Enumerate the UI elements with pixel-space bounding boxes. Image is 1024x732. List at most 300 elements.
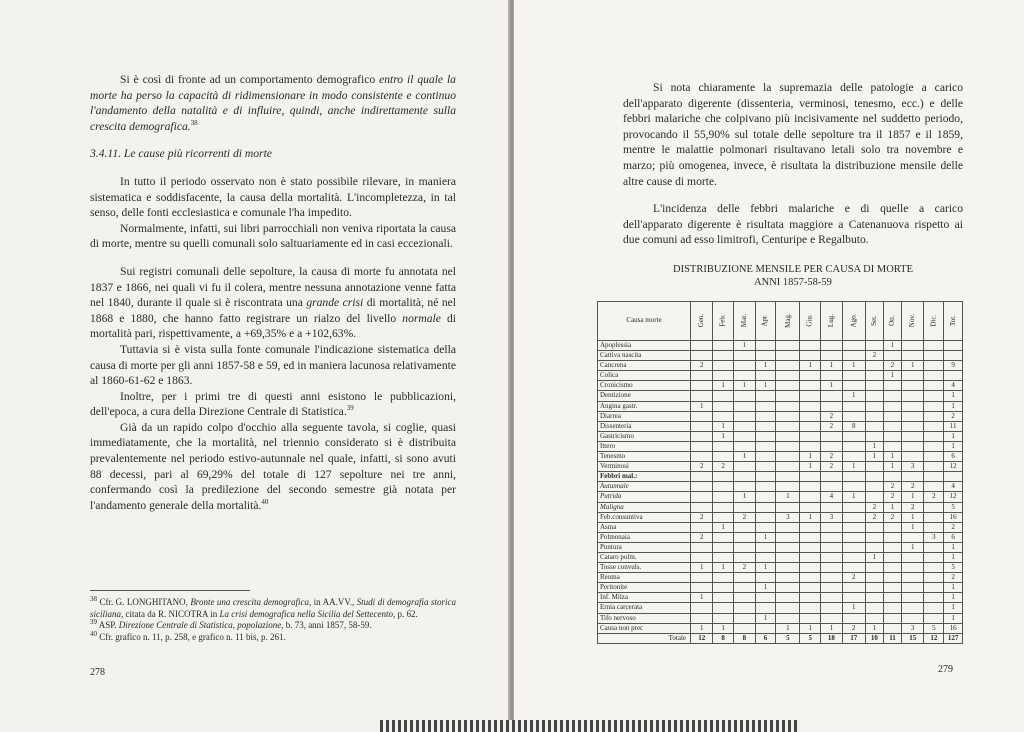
value-cell — [842, 452, 865, 462]
value-cell: 2 — [865, 512, 883, 522]
cause-cell: Tosse convuls. — [598, 563, 691, 573]
value-cell — [924, 542, 944, 552]
value-cell — [924, 351, 944, 361]
value-cell — [902, 603, 924, 613]
value-cell — [691, 431, 713, 441]
value-cell — [902, 552, 924, 562]
value-cell: 1 — [842, 492, 865, 502]
value-cell: 1 — [800, 623, 821, 633]
value-cell — [755, 351, 776, 361]
value-cell — [691, 502, 713, 512]
value-cell: 1 — [902, 492, 924, 502]
value-cell — [842, 401, 865, 411]
value-cell — [902, 613, 924, 623]
value-cell: 3 — [776, 512, 800, 522]
value-cell — [821, 401, 843, 411]
value-cell: 2 — [865, 502, 883, 512]
value-cell — [865, 462, 883, 472]
value-cell: 1 — [713, 421, 734, 431]
value-cell — [865, 532, 883, 542]
value-cell — [944, 341, 963, 351]
value-cell — [800, 613, 821, 623]
value-cell — [883, 351, 901, 361]
value-cell — [924, 573, 944, 583]
value-cell: 1 — [865, 441, 883, 451]
value-cell — [842, 583, 865, 593]
value-cell — [865, 482, 883, 492]
value-cell — [902, 583, 924, 593]
value-cell — [821, 472, 843, 482]
value-cell: 2 — [713, 462, 734, 472]
paragraph-4: Sui registri comunali delle sepolture, la causa di morte fu annotata nel 1837 e 1866, nei quali vi fu il colera, mentre nessuna annotazione venne fatta nel 1840, durante il quale si è riscontrata una grande crisi di mortalità, né nel 1868 e 1880, che hanno fatto registrare un rialzo del livello normale di mortalità pari, rispettivamente, a +69,35% e a +102,63%. — [90, 264, 457, 341]
value-cell: 2 — [821, 411, 843, 421]
table-row — [598, 613, 963, 623]
value-cell: 2 — [865, 351, 883, 361]
value-cell — [733, 421, 755, 431]
value-cell: 2 — [902, 482, 924, 492]
cause-cell: Feb.consuntiva — [598, 512, 691, 522]
cause-cell: Autunnale — [598, 482, 691, 492]
value-cell: 12 — [691, 633, 713, 643]
value-cell — [776, 391, 800, 401]
value-cell — [755, 411, 776, 421]
table-row — [598, 361, 963, 371]
value-cell — [713, 341, 734, 351]
value-cell — [924, 502, 944, 512]
value-cell — [902, 452, 924, 462]
value-cell — [842, 341, 865, 351]
value-cell — [733, 603, 755, 613]
value-cell — [865, 573, 883, 583]
value-cell — [865, 341, 883, 351]
value-cell — [924, 371, 944, 381]
value-cell — [902, 421, 924, 431]
value-cell — [842, 482, 865, 492]
value-cell — [713, 391, 734, 401]
paragraph-6: Inoltre, per i primi tre di questi anni esistono le pubblicazioni, dell'epoca, a cura della Direzione Centrale di Statistica.$^{39}$ — [90, 389, 456, 419]
value-cell: 1 — [842, 361, 865, 371]
value-cell: 8 — [842, 421, 865, 431]
value-cell — [776, 472, 800, 482]
value-cell: 6 — [944, 532, 963, 542]
value-cell — [800, 381, 821, 391]
value-cell — [865, 542, 883, 552]
value-cell — [755, 462, 776, 472]
value-cell — [733, 351, 755, 361]
value-cell — [924, 431, 944, 441]
value-cell: 3 — [924, 532, 944, 542]
cause-cell: Angina gastr. — [598, 401, 691, 411]
value-cell — [800, 472, 821, 482]
value-cell — [821, 593, 843, 603]
table-row — [598, 462, 963, 472]
value-cell — [713, 371, 734, 381]
header-month: Ott. — [883, 302, 901, 341]
value-cell — [821, 563, 843, 573]
cause-cell: Peritonite — [598, 583, 691, 593]
value-cell — [776, 431, 800, 441]
value-cell: 3 — [902, 462, 924, 472]
table-row — [598, 563, 963, 573]
value-cell — [691, 351, 713, 361]
value-cell — [691, 421, 713, 431]
table-title — [623, 264, 963, 289]
header-month: Set. — [865, 302, 883, 341]
value-cell — [776, 421, 800, 431]
header-month: Gen. — [691, 302, 713, 341]
cause-cell: Causa non prec — [598, 623, 691, 633]
header-month: Feb. — [713, 302, 734, 341]
table-row — [598, 532, 963, 542]
value-cell — [842, 381, 865, 391]
value-cell: 4 — [944, 482, 963, 492]
value-cell — [755, 341, 776, 351]
value-cell — [865, 391, 883, 401]
value-cell: 1 — [944, 583, 963, 593]
table-row — [598, 593, 963, 603]
paragraph-7: Già da un rapido colpo d'occhio alla seguente tavola, si coglie, quasi immediatamente, che la mortalità, nel triennio considerato si è distribuita prevalentemente nel periodo estivo-autunnale nel quale, infatti, si sono avuti 88 decessi, pari al 69,29% del totale di 127 sepolture nei tre anni, confermando così la predilezione del secondo semestre già notata per l'andamento generale della mortalità.$^{40}$ — [90, 420, 456, 512]
value-cell — [842, 532, 865, 542]
value-cell: 2 — [944, 522, 963, 532]
value-cell — [883, 583, 901, 593]
value-cell — [776, 482, 800, 492]
value-cell — [800, 411, 821, 421]
value-cell — [713, 452, 734, 462]
value-cell — [800, 522, 821, 532]
value-cell — [800, 563, 821, 573]
value-cell — [902, 431, 924, 441]
value-cell: 2 — [883, 512, 901, 522]
value-cell — [865, 411, 883, 421]
value-cell: 1 — [733, 452, 755, 462]
value-cell: 1 — [776, 623, 800, 633]
value-cell — [755, 573, 776, 583]
value-cell — [733, 542, 755, 552]
value-cell — [924, 391, 944, 401]
table-row — [598, 573, 963, 583]
value-cell — [691, 542, 713, 552]
value-cell: 2 — [924, 492, 944, 502]
value-cell — [755, 421, 776, 431]
value-cell — [800, 583, 821, 593]
value-cell: 1 — [755, 613, 776, 623]
footnotes — [90, 590, 456, 643]
value-cell — [865, 563, 883, 573]
value-cell — [776, 411, 800, 421]
value-cell — [713, 361, 734, 371]
cause-cell: Asma — [598, 522, 691, 532]
value-cell: 1 — [865, 623, 883, 633]
value-cell — [776, 401, 800, 411]
value-cell — [733, 472, 755, 482]
value-cell — [842, 502, 865, 512]
value-cell: 1 — [800, 512, 821, 522]
value-cell — [924, 411, 944, 421]
value-cell: 1 — [902, 512, 924, 522]
value-cell — [924, 603, 944, 613]
value-cell — [755, 371, 776, 381]
paragraph-3: Normalmente, infatti, sui libri parrocchiali non veniva riportata la causa di morte, mentre su quelli comunali solo saltuariamente ed in casi eccezionali. — [90, 221, 456, 251]
value-cell — [713, 512, 734, 522]
value-cell — [924, 401, 944, 411]
value-cell — [800, 573, 821, 583]
value-cell — [713, 603, 734, 613]
value-cell — [733, 613, 755, 623]
value-cell — [924, 563, 944, 573]
table-title-line-2: ANNI 1857-58-59 — [754, 276, 832, 288]
value-cell: 1 — [733, 381, 755, 391]
value-cell — [755, 512, 776, 522]
cause-cell: Cronicismo — [598, 381, 691, 391]
value-cell — [755, 492, 776, 502]
paragraph-1: Si è così di fronte ad un comportamento demografico entro il quale la morte ha perso la capacità di ridimensionare in modo consistente e continuo l'andamento della natalità e di influire, quindi, anche indirettamente sulla crescita demografica.$^{38}$ — [90, 73, 456, 133]
value-cell — [924, 593, 944, 603]
value-cell — [924, 552, 944, 562]
footnote-38: $^{38}$ Cfr. G. LONGHITANO, Bronte una crescita demografica, in AA.VV., Studi di demografia storica siciliana, citata da R. NICOTRA in La crisi demografica nella Sicilia del Settecento, p. 62. — [90, 595, 456, 619]
value-cell: 127 — [944, 633, 963, 643]
value-cell — [776, 341, 800, 351]
footnote-39: $^{39}$ ASP. Direzione Centrale di Statistica, popolazione, b. 73, anni 1857, 58-59. — [90, 618, 372, 630]
value-cell — [924, 482, 944, 492]
value-cell — [842, 552, 865, 562]
value-cell — [776, 522, 800, 532]
value-cell — [755, 391, 776, 401]
value-cell — [865, 361, 883, 371]
page-number-right: 279 — [938, 664, 953, 675]
value-cell — [865, 421, 883, 431]
left-page-body — [90, 72, 456, 513]
cause-cell: Puntura — [598, 542, 691, 552]
value-cell — [776, 381, 800, 391]
value-cell: 5 — [800, 633, 821, 643]
value-cell — [865, 431, 883, 441]
cause-cell: Ittero — [598, 441, 691, 451]
value-cell — [713, 613, 734, 623]
value-cell — [821, 603, 843, 613]
table-row — [598, 411, 963, 421]
value-cell — [755, 472, 776, 482]
value-cell: 1 — [883, 462, 901, 472]
value-cell — [902, 391, 924, 401]
table-row — [598, 502, 963, 512]
value-cell — [821, 532, 843, 542]
value-cell: 4 — [821, 492, 843, 502]
value-cell — [883, 421, 901, 431]
value-cell — [755, 401, 776, 411]
table-row — [598, 421, 963, 431]
value-cell: 2 — [691, 361, 713, 371]
value-cell — [883, 613, 901, 623]
value-cell — [755, 623, 776, 633]
value-cell — [821, 522, 843, 532]
value-cell — [733, 522, 755, 532]
value-cell: 1 — [800, 462, 821, 472]
value-cell — [821, 341, 843, 351]
value-cell — [883, 411, 901, 421]
value-cell: 1 — [755, 563, 776, 573]
value-cell — [776, 441, 800, 451]
header-month: Nov. — [902, 302, 924, 341]
value-cell — [755, 452, 776, 462]
value-cell — [776, 542, 800, 552]
value-cell — [924, 472, 944, 482]
value-cell — [713, 401, 734, 411]
value-cell — [691, 452, 713, 462]
value-cell: 1 — [883, 341, 901, 351]
value-cell: 1 — [800, 452, 821, 462]
value-cell: 1 — [713, 522, 734, 532]
value-cell: 2 — [883, 361, 901, 371]
footnote-40: $^{40}$ Cfr. grafico n. 11, p. 258, e grafico n. 11 bis, p. 261. — [90, 629, 286, 642]
value-cell — [924, 361, 944, 371]
value-cell: 2 — [691, 462, 713, 472]
value-cell: 12 — [924, 633, 944, 643]
value-cell: 1 — [733, 341, 755, 351]
value-cell — [691, 613, 713, 623]
value-cell — [842, 563, 865, 573]
value-cell — [755, 441, 776, 451]
value-cell — [776, 573, 800, 583]
value-cell — [842, 542, 865, 552]
value-cell — [691, 391, 713, 401]
value-cell: 1 — [713, 431, 734, 441]
value-cell: 1 — [902, 542, 924, 552]
value-cell — [800, 532, 821, 542]
value-cell: 2 — [883, 492, 901, 502]
value-cell — [924, 421, 944, 431]
value-cell — [776, 552, 800, 562]
header-cause: Causa morte — [598, 302, 691, 341]
value-cell — [842, 522, 865, 532]
value-cell: 1 — [944, 613, 963, 623]
value-cell — [800, 603, 821, 613]
value-cell: 1 — [800, 361, 821, 371]
value-cell: 1 — [755, 381, 776, 391]
value-cell: 1 — [944, 593, 963, 603]
footnote-rule — [90, 590, 250, 591]
cause-cell: Ernia carcerata — [598, 603, 691, 613]
value-cell: 1 — [755, 361, 776, 371]
value-cell: 5 — [944, 502, 963, 512]
table-row — [598, 492, 963, 502]
value-cell — [733, 411, 755, 421]
value-cell — [713, 472, 734, 482]
scan-bottom-edge — [380, 720, 800, 732]
page-number-left: 278 — [90, 667, 105, 678]
value-cell — [755, 502, 776, 512]
value-cell — [713, 593, 734, 603]
table-row — [598, 371, 963, 381]
value-cell — [713, 502, 734, 512]
value-cell — [902, 341, 924, 351]
value-cell — [776, 371, 800, 381]
cause-cell: Diarrea — [598, 411, 691, 421]
cause-cell: Putrida — [598, 492, 691, 502]
value-cell — [713, 441, 734, 451]
value-cell — [924, 441, 944, 451]
value-cell — [924, 381, 944, 391]
value-cell — [902, 532, 924, 542]
value-cell — [924, 522, 944, 532]
value-cell — [776, 603, 800, 613]
value-cell: 2 — [944, 411, 963, 421]
section-heading: 3.4.11. Le cause più ricorrenti di morte — [90, 147, 272, 161]
value-cell: 1 — [883, 502, 901, 512]
value-cell — [800, 421, 821, 431]
cause-cell: Gastricismo — [598, 431, 691, 441]
value-cell: 1 — [821, 623, 843, 633]
value-cell — [902, 401, 924, 411]
value-cell: 11 — [944, 421, 963, 431]
value-cell — [776, 351, 800, 361]
value-cell: 2 — [691, 532, 713, 542]
table-row — [598, 391, 963, 401]
table-row — [598, 431, 963, 441]
value-cell: 1 — [944, 441, 963, 451]
value-cell: 2 — [842, 623, 865, 633]
value-cell — [800, 542, 821, 552]
cause-cell: Apoplessia — [598, 341, 691, 351]
value-cell: 1 — [944, 552, 963, 562]
value-cell — [821, 573, 843, 583]
value-cell: 2 — [944, 573, 963, 583]
value-cell: 6 — [944, 452, 963, 462]
value-cell — [691, 573, 713, 583]
value-cell: 3 — [902, 623, 924, 633]
table-row — [598, 472, 963, 482]
value-cell: 3 — [821, 512, 843, 522]
value-cell — [691, 371, 713, 381]
value-cell — [776, 462, 800, 472]
value-cell — [733, 593, 755, 603]
value-cell: 2 — [691, 512, 713, 522]
value-cell — [713, 411, 734, 421]
value-cell: 16 — [944, 623, 963, 633]
value-cell — [691, 552, 713, 562]
value-cell: 2 — [733, 563, 755, 573]
value-cell — [865, 613, 883, 623]
value-cell — [842, 371, 865, 381]
value-cell: 1 — [944, 603, 963, 613]
table-row — [598, 482, 963, 492]
value-cell — [800, 593, 821, 603]
value-cell — [776, 502, 800, 512]
value-cell — [924, 613, 944, 623]
value-cell — [902, 411, 924, 421]
table-row — [598, 351, 963, 361]
value-cell — [691, 472, 713, 482]
cause-cell: Febbri mal.: — [598, 472, 691, 482]
value-cell — [713, 583, 734, 593]
value-cell: 1 — [691, 593, 713, 603]
value-cell — [733, 573, 755, 583]
value-cell — [733, 623, 755, 633]
header-month: Dic. — [924, 302, 944, 341]
value-cell — [821, 441, 843, 451]
value-cell — [691, 441, 713, 451]
table-row — [598, 623, 963, 633]
value-cell — [883, 532, 901, 542]
cause-cell: Reuma — [598, 573, 691, 583]
value-cell: 4 — [944, 381, 963, 391]
value-cell — [883, 573, 901, 583]
value-cell — [883, 391, 901, 401]
value-cell: 5 — [924, 623, 944, 633]
value-cell — [865, 522, 883, 532]
value-cell — [733, 401, 755, 411]
cause-cell: Dentizione — [598, 391, 691, 401]
value-cell — [902, 573, 924, 583]
